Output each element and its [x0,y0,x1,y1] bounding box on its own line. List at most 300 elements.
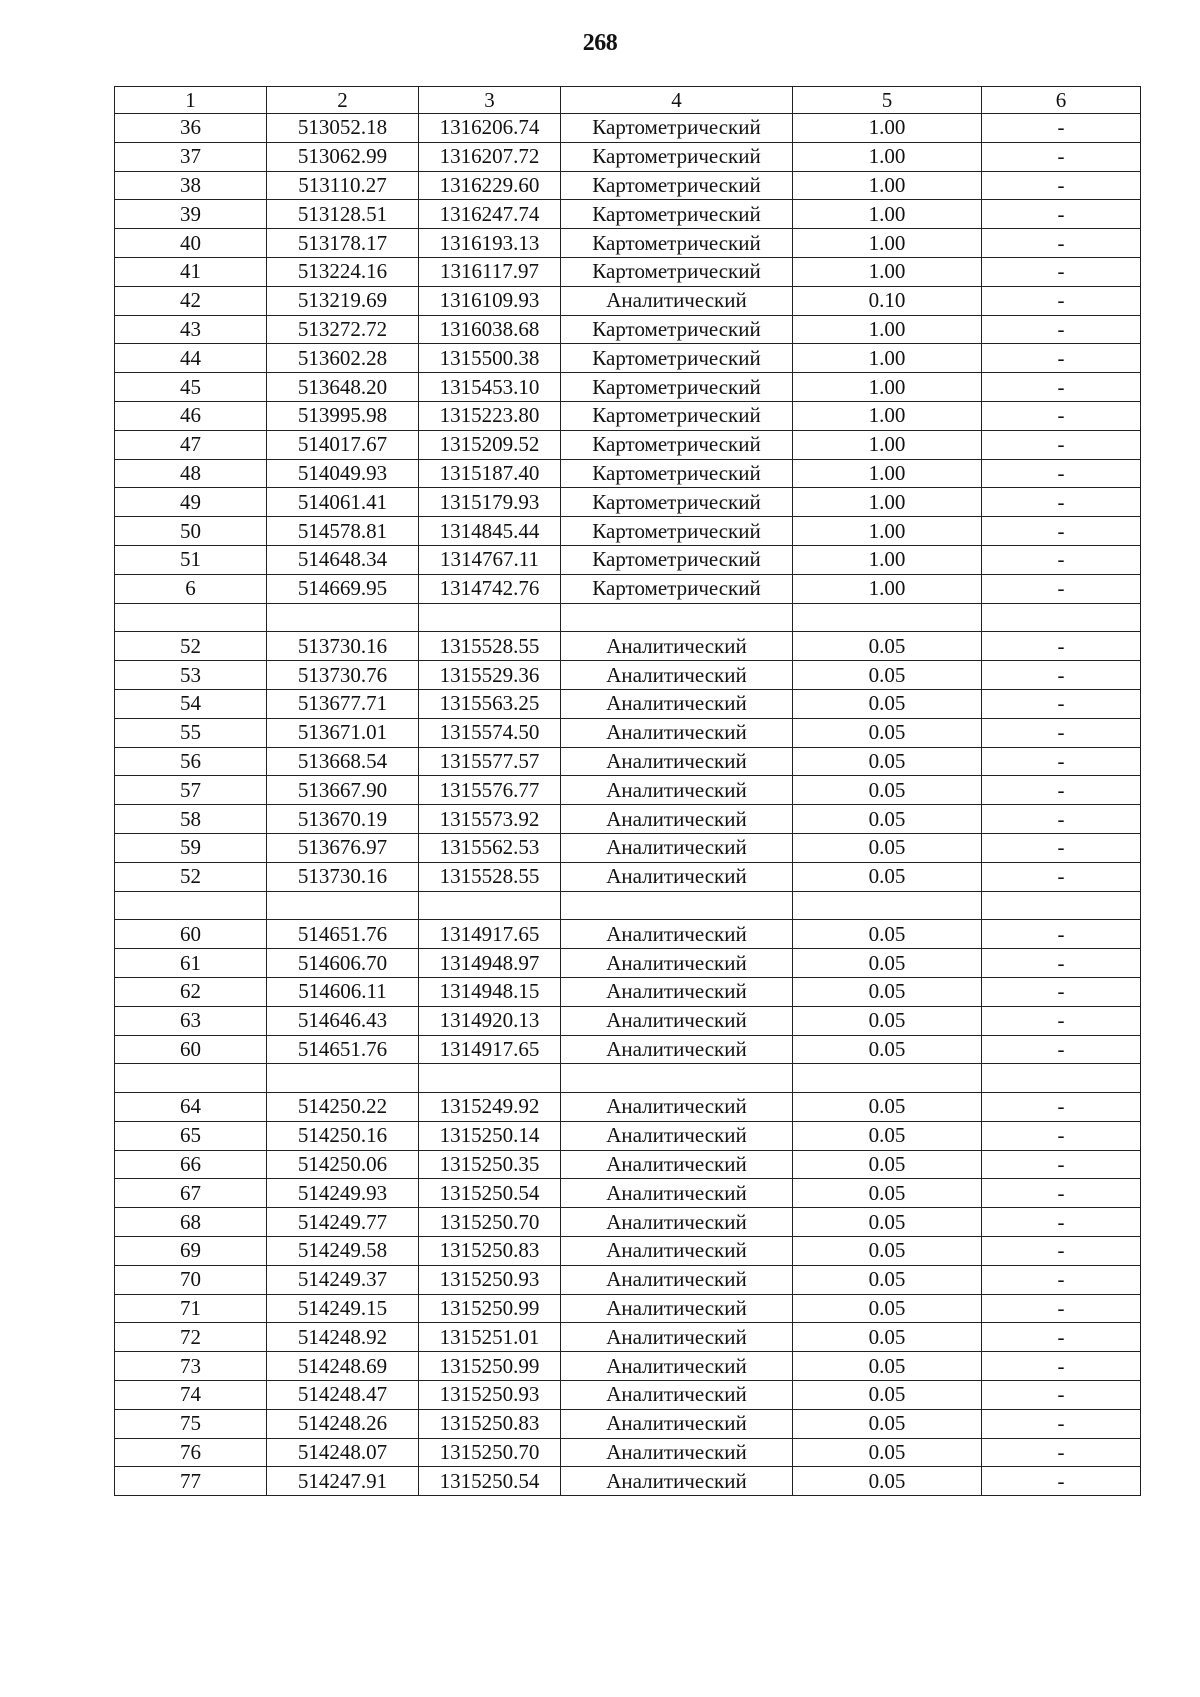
table-row [115,661,1141,690]
x-coordinate-cell: 514249.15 [267,1294,419,1323]
accuracy-cell: 1.00 [793,171,982,200]
note-cell: - [982,257,1141,286]
y-coordinate-cell: 1315528.55 [419,862,561,891]
table-row [115,488,1141,517]
y-coordinate-cell: 1315250.14 [419,1121,561,1150]
point-number-cell: 62 [115,977,267,1006]
table-row [115,632,1141,661]
accuracy-cell: 1.00 [793,401,982,430]
y-coordinate-cell: 1315576.77 [419,776,561,805]
table-row [115,833,1141,862]
method-cell: Картометрический [561,430,793,459]
note-cell: - [982,1237,1141,1266]
table-row [115,171,1141,200]
point-number-cell: 73 [115,1352,267,1381]
y-coordinate-cell: 1316207.72 [419,142,561,171]
y-coordinate-cell: 1315250.83 [419,1409,561,1438]
method-cell: Аналитический [561,1208,793,1237]
method-cell: Аналитический [561,1352,793,1381]
column-number-point-number: 1 [115,87,267,114]
method-cell: Картометрический [561,257,793,286]
method-cell: Аналитический [561,632,793,661]
method-cell: Аналитический [561,1121,793,1150]
method-cell: Аналитический [561,1381,793,1410]
note-cell: - [982,1006,1141,1035]
note-cell: - [982,1035,1141,1064]
point-number-cell: 61 [115,949,267,978]
accuracy-cell: 1.00 [793,142,982,171]
x-coordinate-cell: 514248.69 [267,1352,419,1381]
method-cell: Аналитический [561,776,793,805]
point-number-cell: 49 [115,488,267,517]
accuracy-cell: 0.05 [793,949,982,978]
table-row [115,1237,1141,1266]
method-cell [561,1064,793,1093]
note-cell: - [982,862,1141,891]
accuracy-cell: 1.00 [793,430,982,459]
method-cell: Аналитический [561,1409,793,1438]
x-coordinate-cell [267,1064,419,1093]
x-coordinate-cell: 514061.41 [267,488,419,517]
y-coordinate-cell: 1315573.92 [419,805,561,834]
note-cell: - [982,373,1141,402]
table-row [115,1438,1141,1467]
x-coordinate-cell: 514606.11 [267,977,419,1006]
y-coordinate-cell: 1315250.70 [419,1208,561,1237]
point-number-cell [115,1064,267,1093]
x-coordinate-cell: 513667.90 [267,776,419,805]
method-cell [561,603,793,632]
note-cell: - [982,488,1141,517]
note-cell: - [982,229,1141,258]
note-cell: - [982,545,1141,574]
point-number-cell: 67 [115,1179,267,1208]
accuracy-cell: 1.00 [793,229,982,258]
y-coordinate-cell: 1316193.13 [419,229,561,258]
point-number-cell: 54 [115,689,267,718]
x-coordinate-cell: 514669.95 [267,574,419,603]
accuracy-cell: 0.05 [793,632,982,661]
accuracy-cell: 0.05 [793,1381,982,1410]
accuracy-cell: 1.00 [793,114,982,143]
accuracy-cell: 0.05 [793,862,982,891]
note-cell [982,891,1141,920]
x-coordinate-cell: 514248.07 [267,1438,419,1467]
note-cell: - [982,805,1141,834]
x-coordinate-cell: 514249.77 [267,1208,419,1237]
x-coordinate-cell: 514646.43 [267,1006,419,1035]
accuracy-cell: 1.00 [793,574,982,603]
note-cell: - [982,142,1141,171]
point-number-cell: 37 [115,142,267,171]
table-row [115,142,1141,171]
x-coordinate-cell: 513110.27 [267,171,419,200]
x-coordinate-cell: 514248.47 [267,1381,419,1410]
point-number-cell: 66 [115,1150,267,1179]
table-row [115,344,1141,373]
x-coordinate-cell: 514578.81 [267,517,419,546]
point-number-cell: 43 [115,315,267,344]
x-coordinate-cell: 514250.22 [267,1093,419,1122]
accuracy-cell: 0.05 [793,1438,982,1467]
x-coordinate-cell: 514249.37 [267,1265,419,1294]
y-coordinate-cell: 1316206.74 [419,114,561,143]
table-row [115,315,1141,344]
x-coordinate-cell: 513178.17 [267,229,419,258]
point-number-cell: 44 [115,344,267,373]
y-coordinate-cell: 1314767.11 [419,545,561,574]
point-number-cell: 41 [115,257,267,286]
y-coordinate-cell [419,891,561,920]
table-row [115,401,1141,430]
y-coordinate-cell: 1315529.36 [419,661,561,690]
accuracy-cell: 0.05 [793,718,982,747]
y-coordinate-cell [419,603,561,632]
point-number-cell: 50 [115,517,267,546]
table-row [115,977,1141,1006]
note-cell: - [982,1150,1141,1179]
table-row [115,1208,1141,1237]
note-cell: - [982,1179,1141,1208]
point-number-cell: 63 [115,1006,267,1035]
y-coordinate-cell: 1315250.93 [419,1265,561,1294]
method-cell: Аналитический [561,920,793,949]
y-coordinate-cell: 1315223.80 [419,401,561,430]
method-cell: Аналитический [561,661,793,690]
separator-row [115,603,1141,632]
point-number-cell: 52 [115,862,267,891]
method-cell: Аналитический [561,1150,793,1179]
x-coordinate-cell: 514049.93 [267,459,419,488]
note-cell: - [982,776,1141,805]
accuracy-cell: 0.05 [793,1323,982,1352]
note-cell: - [982,1294,1141,1323]
point-number-cell: 64 [115,1093,267,1122]
note-cell: - [982,1121,1141,1150]
table-row [115,920,1141,949]
x-coordinate-cell: 513730.16 [267,632,419,661]
point-number-cell: 48 [115,459,267,488]
y-coordinate-cell: 1315453.10 [419,373,561,402]
table-row [115,200,1141,229]
x-coordinate-cell: 513272.72 [267,315,419,344]
note-cell: - [982,1381,1141,1410]
y-coordinate-cell: 1315179.93 [419,488,561,517]
note-cell: - [982,632,1141,661]
method-cell: Аналитический [561,1323,793,1352]
table-row [115,545,1141,574]
y-coordinate-cell: 1316247.74 [419,200,561,229]
y-coordinate-cell [419,1064,561,1093]
accuracy-cell: 0.05 [793,920,982,949]
note-cell [982,1064,1141,1093]
method-cell: Картометрический [561,142,793,171]
point-number-cell: 40 [115,229,267,258]
accuracy-cell: 1.00 [793,344,982,373]
accuracy-cell: 0.05 [793,747,982,776]
point-number-cell: 76 [115,1438,267,1467]
y-coordinate-cell: 1315250.54 [419,1179,561,1208]
point-number-cell: 65 [115,1121,267,1150]
y-coordinate-cell: 1316117.97 [419,257,561,286]
y-coordinate-cell: 1314948.97 [419,949,561,978]
method-cell: Аналитический [561,1093,793,1122]
accuracy-cell [793,891,982,920]
accuracy-cell: 0.05 [793,1150,982,1179]
x-coordinate-cell [267,603,419,632]
point-number-cell: 47 [115,430,267,459]
point-number-cell: 42 [115,286,267,315]
y-coordinate-cell: 1315577.57 [419,747,561,776]
point-number-cell: 39 [115,200,267,229]
point-number-cell: 69 [115,1237,267,1266]
table-row [115,747,1141,776]
point-number-cell: 60 [115,1035,267,1064]
accuracy-cell: 1.00 [793,200,982,229]
note-cell: - [982,401,1141,430]
table-row [115,1467,1141,1496]
accuracy-cell: 1.00 [793,459,982,488]
note-cell: - [982,1352,1141,1381]
table-row [115,1121,1141,1150]
note-cell: - [982,1265,1141,1294]
method-cell: Картометрический [561,459,793,488]
y-coordinate-cell: 1315562.53 [419,833,561,862]
note-cell: - [982,920,1141,949]
method-cell: Аналитический [561,1438,793,1467]
table-row [115,1179,1141,1208]
accuracy-cell: 1.00 [793,257,982,286]
column-number-y-coordinate: 3 [419,87,561,114]
point-number-cell: 55 [115,718,267,747]
x-coordinate-cell: 514249.58 [267,1237,419,1266]
note-cell: - [982,977,1141,1006]
method-cell: Аналитический [561,286,793,315]
x-coordinate-cell: 514606.70 [267,949,419,978]
accuracy-cell: 0.05 [793,1409,982,1438]
method-cell: Аналитический [561,1467,793,1496]
x-coordinate-cell: 514249.93 [267,1179,419,1208]
note-cell: - [982,574,1141,603]
table-row [115,1150,1141,1179]
x-coordinate-cell: 513671.01 [267,718,419,747]
table-row [115,517,1141,546]
table-row [115,286,1141,315]
method-cell: Аналитический [561,718,793,747]
note-cell: - [982,315,1141,344]
y-coordinate-cell: 1315249.92 [419,1093,561,1122]
y-coordinate-cell: 1315250.93 [419,1381,561,1410]
note-cell: - [982,747,1141,776]
accuracy-cell [793,1064,982,1093]
accuracy-cell: 0.10 [793,286,982,315]
table-row [115,373,1141,402]
point-number-cell: 52 [115,632,267,661]
x-coordinate-cell: 513676.97 [267,833,419,862]
point-number-cell: 38 [115,171,267,200]
y-coordinate-cell: 1315250.54 [419,1467,561,1496]
accuracy-cell: 0.05 [793,1035,982,1064]
accuracy-cell: 0.05 [793,1208,982,1237]
table-row [115,574,1141,603]
x-coordinate-cell: 513219.69 [267,286,419,315]
note-cell: - [982,689,1141,718]
column-number-note: 6 [982,87,1141,114]
point-number-cell: 56 [115,747,267,776]
point-number-cell: 45 [115,373,267,402]
y-coordinate-cell: 1315500.38 [419,344,561,373]
table-row [115,862,1141,891]
point-number-cell: 53 [115,661,267,690]
point-number-cell: 46 [115,401,267,430]
note-cell: - [982,1467,1141,1496]
method-cell: Аналитический [561,833,793,862]
note-cell: - [982,459,1141,488]
x-coordinate-cell: 514250.06 [267,1150,419,1179]
x-coordinate-cell: 514651.76 [267,1035,419,1064]
accuracy-cell: 0.05 [793,1237,982,1266]
x-coordinate-cell: 513995.98 [267,401,419,430]
table-row [115,430,1141,459]
method-cell: Картометрический [561,401,793,430]
table-row [115,1381,1141,1410]
method-cell: Аналитический [561,949,793,978]
table-row [115,776,1141,805]
point-number-cell: 75 [115,1409,267,1438]
point-number-cell: 74 [115,1381,267,1410]
x-coordinate-cell: 513052.18 [267,114,419,143]
x-coordinate-cell: 513602.28 [267,344,419,373]
x-coordinate-cell: 514648.34 [267,545,419,574]
accuracy-cell: 0.05 [793,833,982,862]
y-coordinate-cell: 1316229.60 [419,171,561,200]
method-cell: Картометрический [561,373,793,402]
method-cell: Аналитический [561,689,793,718]
point-number-cell: 71 [115,1294,267,1323]
point-number-cell: 57 [115,776,267,805]
table-row [115,1409,1141,1438]
point-number-cell: 72 [115,1323,267,1352]
table-row [115,459,1141,488]
y-coordinate-cell: 1316038.68 [419,315,561,344]
note-cell: - [982,1208,1141,1237]
coordinates-table [114,86,1141,1496]
y-coordinate-cell: 1314917.65 [419,920,561,949]
point-number-cell: 70 [115,1265,267,1294]
accuracy-cell: 1.00 [793,315,982,344]
point-number-cell: 60 [115,920,267,949]
y-coordinate-cell: 1315251.01 [419,1323,561,1352]
table-row [115,1294,1141,1323]
note-cell: - [982,171,1141,200]
point-number-cell: 59 [115,833,267,862]
method-cell: Аналитический [561,1265,793,1294]
method-cell: Картометрический [561,344,793,373]
separator-row [115,891,1141,920]
y-coordinate-cell: 1315209.52 [419,430,561,459]
y-coordinate-cell: 1314917.65 [419,1035,561,1064]
accuracy-cell: 0.05 [793,1179,982,1208]
method-cell: Картометрический [561,574,793,603]
accuracy-cell: 0.05 [793,1265,982,1294]
accuracy-cell: 0.05 [793,1467,982,1496]
accuracy-cell [793,603,982,632]
y-coordinate-cell: 1315250.83 [419,1237,561,1266]
x-coordinate-cell: 514017.67 [267,430,419,459]
method-cell: Аналитический [561,747,793,776]
table-row [115,1093,1141,1122]
method-cell: Картометрический [561,200,793,229]
accuracy-cell: 1.00 [793,488,982,517]
column-number-x-coordinate: 2 [267,87,419,114]
table-row [115,1352,1141,1381]
y-coordinate-cell: 1315250.99 [419,1352,561,1381]
method-cell: Картометрический [561,517,793,546]
method-cell: Картометрический [561,488,793,517]
point-number-cell [115,891,267,920]
note-cell [982,603,1141,632]
note-cell: - [982,430,1141,459]
method-cell: Аналитический [561,1237,793,1266]
table-row [115,1035,1141,1064]
x-coordinate-cell: 513677.71 [267,689,419,718]
accuracy-cell: 1.00 [793,545,982,574]
coordinates-table-body [115,87,1141,1496]
x-coordinate-cell: 513730.16 [267,862,419,891]
y-coordinate-cell: 1315574.50 [419,718,561,747]
accuracy-cell: 0.05 [793,1294,982,1323]
method-cell: Аналитический [561,1179,793,1208]
y-coordinate-cell: 1315528.55 [419,632,561,661]
x-coordinate-cell: 513062.99 [267,142,419,171]
method-cell: Аналитический [561,1035,793,1064]
x-coordinate-cell: 514250.16 [267,1121,419,1150]
x-coordinate-cell: 514248.26 [267,1409,419,1438]
method-cell: Картометрический [561,229,793,258]
note-cell: - [982,286,1141,315]
x-coordinate-cell: 513648.20 [267,373,419,402]
accuracy-cell: 0.05 [793,661,982,690]
point-number-cell: 51 [115,545,267,574]
y-coordinate-cell: 1315187.40 [419,459,561,488]
y-coordinate-cell: 1315250.35 [419,1150,561,1179]
y-coordinate-cell: 1315250.99 [419,1294,561,1323]
accuracy-cell: 0.05 [793,689,982,718]
table-row [115,1323,1141,1352]
page-number: 268 [582,30,618,56]
method-cell: Аналитический [561,977,793,1006]
x-coordinate-cell: 513668.54 [267,747,419,776]
method-cell: Аналитический [561,862,793,891]
note-cell: - [982,1409,1141,1438]
method-cell: Картометрический [561,545,793,574]
method-cell: Аналитический [561,1294,793,1323]
accuracy-cell: 0.05 [793,1121,982,1150]
y-coordinate-cell: 1315563.25 [419,689,561,718]
y-coordinate-cell: 1316109.93 [419,286,561,315]
method-cell: Аналитический [561,1006,793,1035]
note-cell: - [982,1438,1141,1467]
point-number-cell: 68 [115,1208,267,1237]
x-coordinate-cell: 513730.76 [267,661,419,690]
method-cell: Картометрический [561,315,793,344]
accuracy-cell: 1.00 [793,373,982,402]
point-number-cell: 58 [115,805,267,834]
point-number-cell: 6 [115,574,267,603]
y-coordinate-cell: 1314948.15 [419,977,561,1006]
x-coordinate-cell: 513224.16 [267,257,419,286]
table-row [115,257,1141,286]
